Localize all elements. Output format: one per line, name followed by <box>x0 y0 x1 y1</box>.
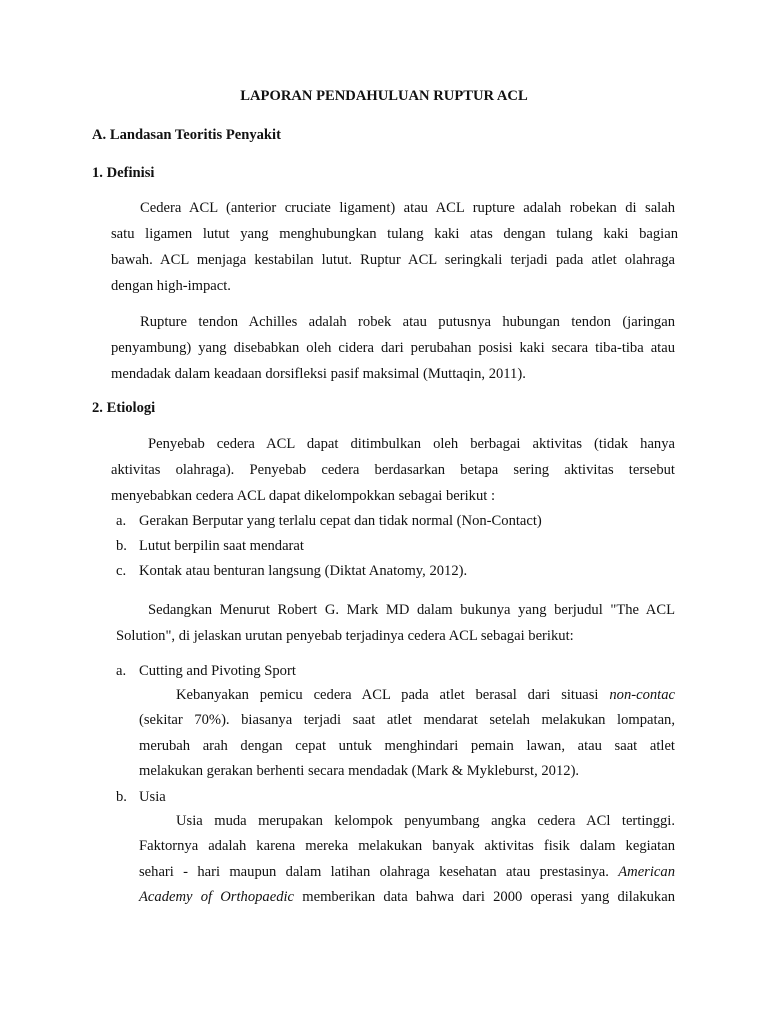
paragraph-etiologi-1 <box>111 431 675 509</box>
text-line: Usia muda merupakan kelompok penyumbang angka cedera ACl tertinggi. <box>176 813 675 829</box>
text-line: Cedera ACL (anterior cruciate ligament) atau ACL rupture adalah robekan di salah <box>140 200 675 216</box>
list-marker: b. <box>116 789 127 805</box>
list-item-usia <box>116 787 166 807</box>
list-text: Kontak atau benturan langsung (Diktat Anatomy, 2012). <box>139 563 468 579</box>
text-span: Kebanyakan pemicu cedera ACL pada atlet berasal dari situasi <box>176 687 599 703</box>
text-line: Solution", di jelaskan urutan penyebab terjadinya cedera ACL sebagai berikut: <box>116 628 574 644</box>
text-line: mendadak dalam keadaan dorsifleksi pasif maksimal (Muttaqin, 2011). <box>111 366 526 382</box>
italic-term: Academy of Orthopaedic <box>139 888 295 905</box>
text-line: menyebabkan cedera ACL dapat dikelompokkan sebagai berikut : <box>111 488 496 504</box>
text-line: (sekitar 70%). biasanya terjadi saat atlet mendarat setelah melakukan lompatan, <box>139 712 675 729</box>
text-line: Rupture tendon Achilles adalah robek atau putusnya hubungan tendon (jaringan <box>140 314 675 330</box>
paragraph-cutting <box>139 683 675 784</box>
text-line: aktivitas olahraga). Penyebab cedera berdasarkan betapa sering aktivitas tersebut <box>111 462 675 478</box>
list-title: Usia <box>139 789 166 805</box>
text-line: dengan high-impact. <box>111 278 231 294</box>
text-line <box>139 683 675 708</box>
list-item <box>116 561 467 581</box>
list-marker: c. <box>116 563 127 579</box>
paragraph-definisi-2 <box>111 309 675 387</box>
list-text: Lutut berpilin saat mendarat <box>139 538 304 554</box>
list-text: Gerakan Berputar yang terlalu cepat dan tidak normal (Non-Contact) <box>139 513 542 529</box>
document-title: LAPORAN PENDAHULUAN RUPTUR ACL <box>240 88 528 104</box>
italic-term: non-contac <box>609 687 675 703</box>
heading-definisi: 1. Definisi <box>92 165 155 181</box>
italic-term: American <box>618 863 675 880</box>
text-line: bawah. ACL menjaga kestabilan lutut. Ruptur ACL seringkali terjadi pada atlet olahraga <box>111 252 675 268</box>
list-title: Cutting and Pivoting Sport <box>139 663 296 679</box>
section-heading-a: A. Landasan Teoritis Penyakit <box>92 127 281 143</box>
text-line: Sedangkan Menurut Robert G. Mark MD dalam bukunya yang berjudul "The ACL <box>148 602 675 618</box>
text-span: memberikan data bahwa dari 2000 operasi yang dilakukan <box>302 888 675 905</box>
list-marker: a. <box>116 663 127 679</box>
text-span: sehari - hari maupun dalam latihan olahraga kesehatan atau prestasinya. <box>139 863 609 880</box>
text-line: merubah arah dengan cepat untuk menghindari pemain lawan, atau saat atlet <box>139 737 675 754</box>
paragraph-etiologi-2 <box>116 597 675 649</box>
text-line <box>139 860 675 885</box>
text-line: satu ligamen lutut yang menghubungkan tulang kaki atas dengan tulang kaki bagian <box>111 226 678 242</box>
text-line: penyambung) yang disebabkan oleh cidera dari perubahan posisi kaki secara tiba-tiba atau <box>111 340 675 356</box>
paragraph-usia <box>139 809 675 910</box>
text-line <box>139 885 675 910</box>
list-marker: a. <box>116 513 127 529</box>
list-marker: b. <box>116 538 127 554</box>
heading-etiologi: 2. Etiologi <box>92 400 156 416</box>
text-line: Faktornya adalah karena mereka melakukan banyak aktivitas fisik dalam kegiatan <box>139 838 675 855</box>
list-item <box>116 536 304 556</box>
list-item <box>116 511 542 531</box>
text-line: Penyebab cedera ACL dapat ditimbulkan oleh berbagai aktivitas (tidak hanya <box>148 436 675 452</box>
list-item-cutting <box>116 661 296 681</box>
text-line: melakukan gerakan berhenti secara mendadak (Mark & Mykleburst, 2012). <box>139 762 580 779</box>
paragraph-definisi-1 <box>111 195 678 299</box>
